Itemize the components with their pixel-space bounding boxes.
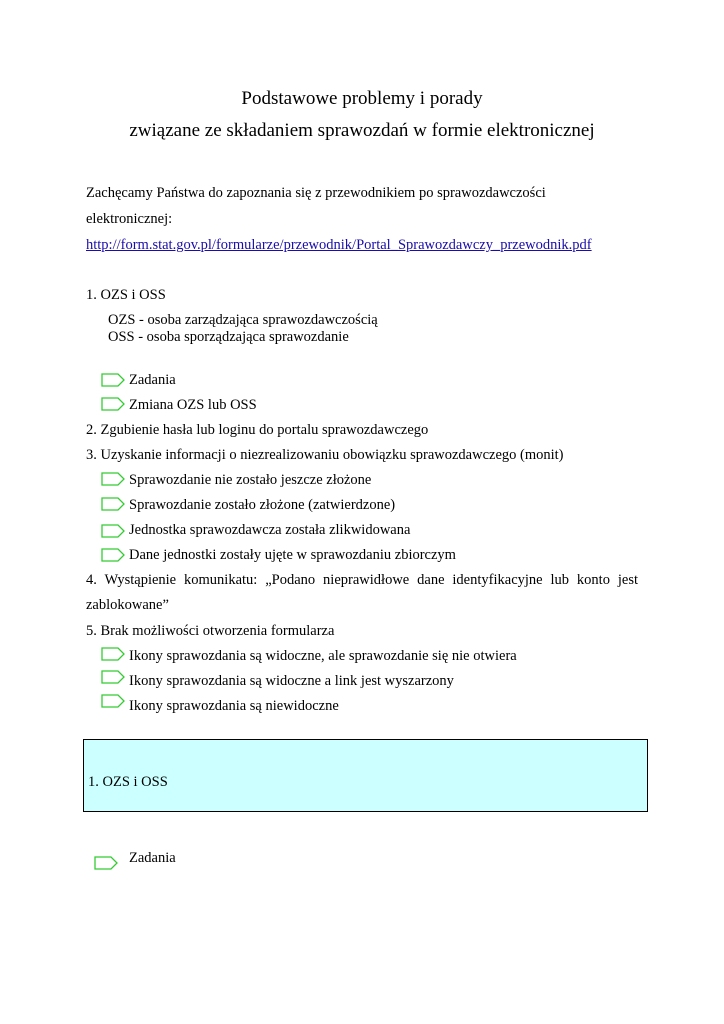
green-arrow-icon — [101, 497, 125, 511]
section-4-line-2[interactable]: zablokowane” — [86, 597, 169, 613]
ozs-definition: OZS - osoba zarządzająca sprawozdawczością — [108, 312, 378, 328]
page-title-line-1: Podstawowe problemy i porady — [241, 88, 483, 109]
guide-link[interactable]: http://form.stat.gov.pl/formularze/przewodnik/Portal_Sprawozdawczy_przewodnik.pdf — [86, 237, 592, 253]
green-arrow-icon — [101, 694, 125, 708]
green-arrow-icon — [94, 856, 118, 870]
green-arrow-icon — [101, 397, 125, 411]
section-5-heading: 5. Brak możliwości otworzenia formularza — [86, 623, 335, 639]
green-arrow-icon — [101, 472, 125, 486]
green-arrow-icon — [101, 647, 125, 661]
link-not-submitted[interactable]: Sprawozdanie nie zostało jeszcze złożone — [129, 472, 372, 488]
link-zadania-bottom[interactable]: Zadania — [129, 850, 176, 866]
section-1-heading: 1. OZS i OSS — [86, 287, 166, 303]
link-icons-invisible[interactable]: Ikony sprawozdania są niewidoczne — [129, 698, 339, 714]
intro-text-line-1: Zachęcamy Państwa do zapoznania się z przewodnikiem po sprawozdawczości — [86, 185, 546, 201]
green-arrow-icon — [101, 373, 125, 387]
intro-text-line-2: elektronicznej: — [86, 211, 173, 227]
link-submitted[interactable]: Sprawozdanie zostało złożone (zatwierdzone) — [129, 497, 396, 513]
green-arrow-icon — [101, 670, 125, 684]
link-icons-visible-not-opening[interactable]: Ikony sprawozdania są widoczne, ale sprawozdanie się nie otwiera — [129, 648, 517, 664]
link-zmiana-ozs-oss[interactable]: Zmiana OZS lub OSS — [129, 397, 257, 413]
section-4-line-1[interactable]: 4. Wystąpienie komunikatu: „Podano nieprawidłowe dane identyfikacyjne lub konto jest — [86, 572, 638, 588]
green-arrow-icon — [101, 524, 125, 538]
link-zadania[interactable]: Zadania — [129, 372, 176, 388]
section-box-ozs-oss — [83, 739, 648, 812]
page-title-line-2: związane ze składaniem sprawozdań w formie elektronicznej — [129, 120, 595, 141]
box-label: 1. OZS i OSS — [88, 774, 168, 790]
link-liquidated[interactable]: Jednostka sprawozdawcza została zlikwidowana — [129, 522, 411, 538]
green-arrow-icon — [101, 548, 125, 562]
section-2-heading[interactable]: 2. Zgubienie hasła lub loginu do portalu sprawozdawczego — [86, 422, 429, 438]
link-aggregated[interactable]: Dane jednostki zostały ujęte w sprawozdaniu zbiorczym — [129, 547, 456, 563]
section-3-heading: 3. Uzyskanie informacji o niezrealizowaniu obowiązku sprawozdawczego (monit) — [86, 447, 564, 463]
oss-definition: OSS - osoba sporządzająca sprawozdanie — [108, 329, 349, 345]
link-icons-visible-greyed[interactable]: Ikony sprawozdania są widoczne a link jest wyszarzony — [129, 673, 454, 689]
